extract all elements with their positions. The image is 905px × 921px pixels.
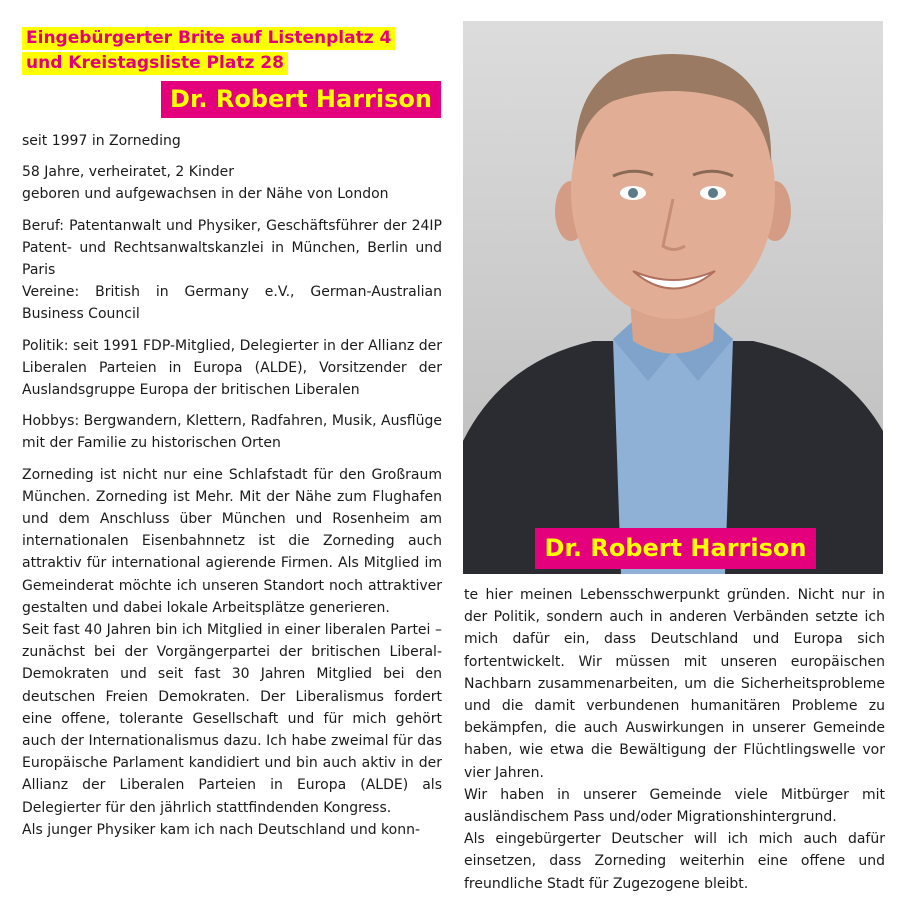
article-paragraph-3-start: Als junger Physiker kam ich nach Deutschland und konn-: [22, 821, 421, 838]
bio-since: seit 1997 in Zorneding: [22, 133, 181, 149]
portrait-illustration: [463, 21, 883, 574]
bio-age-family: 58 Jahre, verheiratet, 2 Kinder: [22, 164, 234, 181]
article-paragraph-4: Wir haben in unserer Gemeinde viele Mitbürger mit ausländischem Pass und/oder Migrationshintergrund.: [464, 786, 885, 826]
candidate-portrait-photo: [463, 21, 883, 574]
photo-caption-banner: Dr. Robert Harrison: [535, 528, 816, 569]
article-paragraph-3-cont: te hier meinen Lebensschwerpunkt gründen. Nicht nur in der Politik, sondern auch in anderen Verbänden setzte ich mich dafür ein, dass Deutschland und Europa sich fortentwickelt. Wir müssen mit unseren europäischen Nachbarn zusammenarbeiten, um die Sicherheitsprobleme und die damit verbundenen humanitären Probleme zu bekämpfen, die auch Auswirkungen in unserer Gemeinde haben, wie etwa die Bewältigung der Flüchtlingswelle vor vier Jahren.: [464, 587, 885, 781]
article-paragraph-5: Als eingebürgerter Deutscher will ich mich auch dafür einsetzen, dass Zorneding weiterhin eine offene und freundliche Stadt für Zugezogene bleibt.: [464, 831, 885, 892]
bio-profession: Beruf: Patentanwalt und Physiker, Geschäftsführer der 24IP Patent- und Rechtsanwaltskanzlei in München, Berlin und Paris: [22, 217, 442, 279]
article-paragraph-2: Seit fast 40 Jahren bin ich Mitglied in einer liberalen Partei – zunächst bei der Vorgängerpartei der britischen Liberal-Demokraten und seit fast 30 Jahren Mitglied bei den deutschen Freien Demokraten. Der Liberalismus fordert eine offene, tolerante Gesellschaft und für mich gehört auch der Internationalismus dazu. Ich habe zweimal für das Europäische Parlament kandidiert und bin auch aktiv in der Allianz der Liberalen Parteien in Europa (ALDE) als Delegierter für den jährlich stattfindenden Kongress.: [22, 622, 442, 816]
left-column: [22, 130, 442, 841]
bio-born: geboren und aufgewachsen in der Nähe von London: [22, 186, 389, 203]
right-column: [464, 584, 885, 895]
bio-clubs: Vereine: British in Germany e.V., German-Australian Business Council: [22, 284, 442, 323]
bio-politics: Politik: seit 1991 FDP-Mitglied, Delegierter in der Allianz der Liberalen Parteien in Europa (ALDE), Vorsitzender der Auslandsgruppe Europa der britischen Liberalen: [22, 337, 442, 399]
headline-line-2: und Kreistagsliste Platz 28: [22, 52, 288, 75]
headline-line-1: Eingebürgerter Brite auf Listenplatz 4: [22, 27, 395, 50]
bio-hobbies: Hobbys: Bergwandern, Klettern, Radfahren, Musik, Ausflüge mit der Familie zu historischen Orten: [22, 413, 442, 452]
article-paragraph-1: Zorneding ist nicht nur eine Schlafstadt für den Großraum München. Zorneding ist Mehr. Mit der Nähe zum Flughafen und dem Anschluss über München und Rosenheim am internationalen Eisenbahnnetz ist die Zorneding auch attraktiv für international agierende Firmen. Als Mitglied im Gemeinderat möchte ich unseren Standort noch attraktiver gestalten und dabei lokale Arbeitsplätze generieren.: [22, 466, 442, 616]
candidate-name-banner: Dr. Robert Harrison: [161, 81, 441, 118]
